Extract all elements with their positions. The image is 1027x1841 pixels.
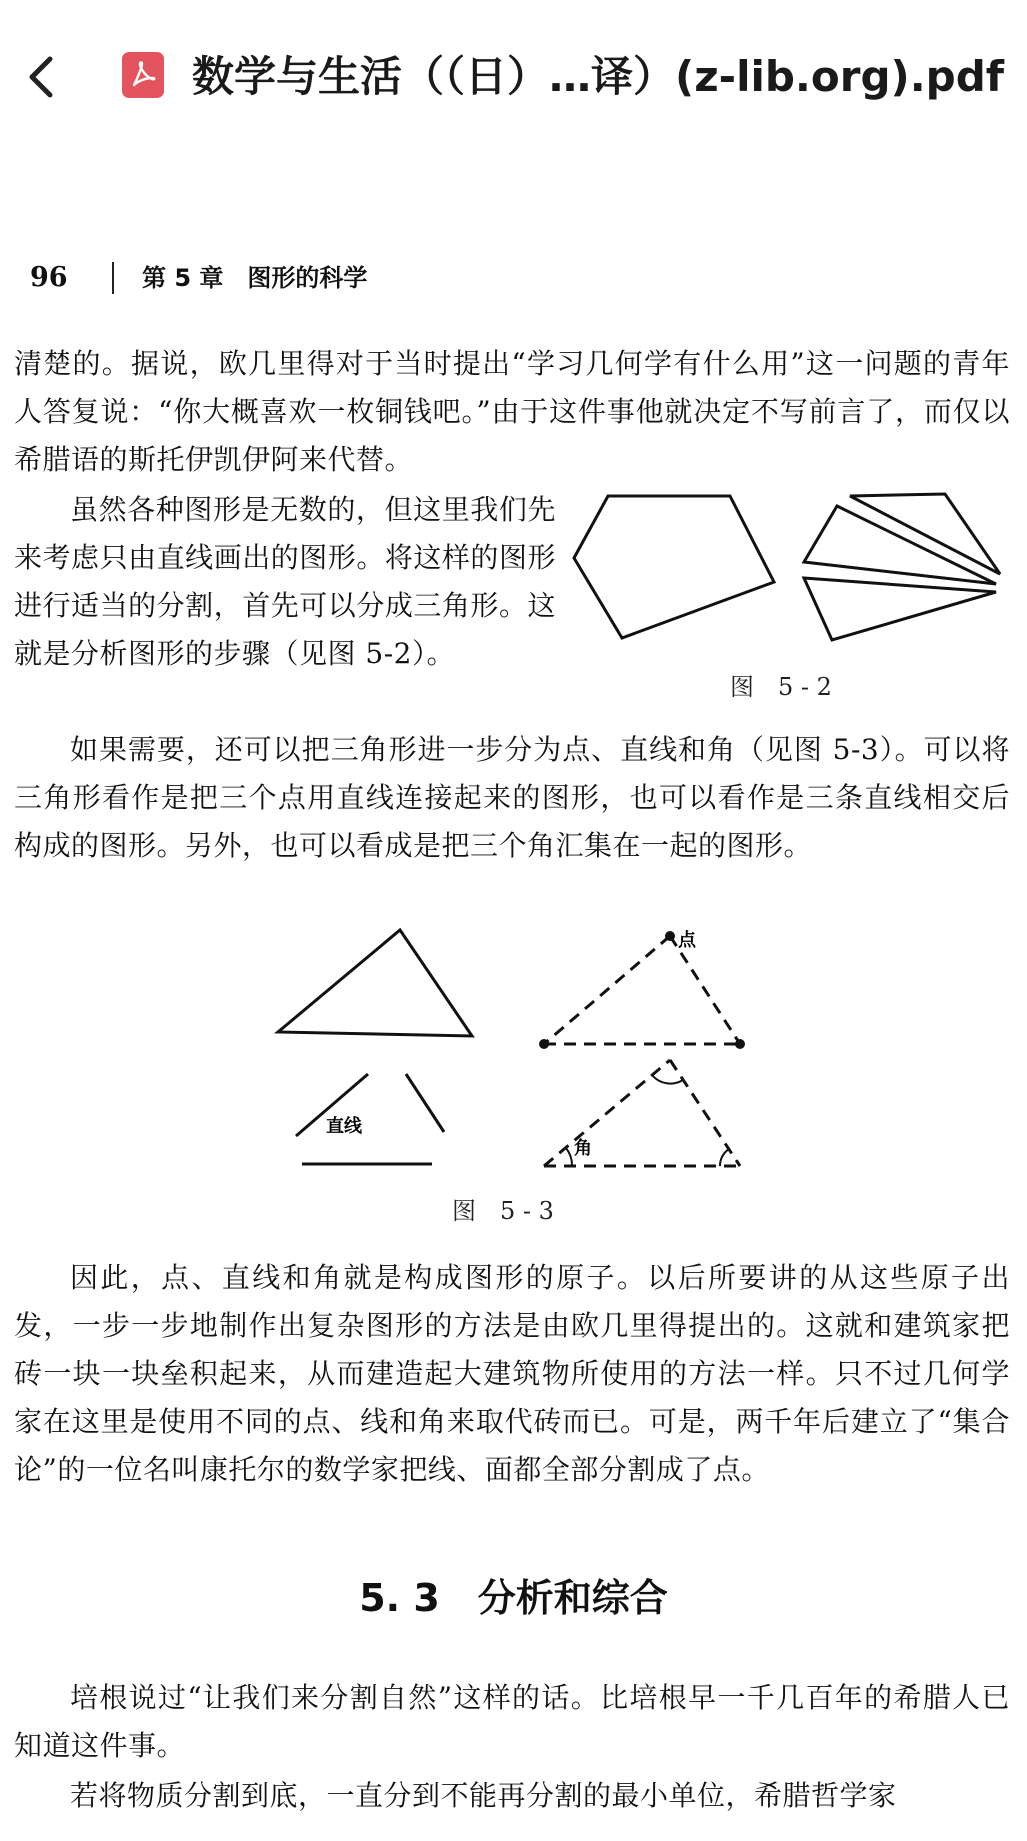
angle-arc-right bbox=[720, 1149, 729, 1166]
angle-triangle-left bbox=[544, 1060, 670, 1166]
acrobat-logo-icon bbox=[130, 61, 156, 89]
angle-label: 角 bbox=[574, 1138, 592, 1159]
figure-5-3-caption: 图 5 - 3 bbox=[452, 1197, 554, 1225]
angle-triangle-right bbox=[670, 1060, 740, 1166]
paragraph-4: 因此，点、直线和角就是构成图形的原子。以后所要讲的从这些原子出发，一步一步地制作出复杂图形的方法是由欧几里得提出的。这就和建筑家把砖一块一块垒积起来，从而建造起大建筑物所使用的方法一样。只不过几何学家在这里是使用不同的点、线和角来取代砖而已。可是，两千年后建立了“集合论”的一位名叫康托尔的数学家把线、面都全部分割成了点。 bbox=[14, 1261, 1010, 1486]
section-title: 5. 3 分析和综合 bbox=[359, 1576, 668, 1620]
figure-5-3 bbox=[272, 920, 752, 1180]
paragraph-6: 若将物质分割到底，一直分到不能再分割的最小单位，希腊哲学家 bbox=[70, 1779, 897, 1812]
header-divider bbox=[112, 262, 114, 294]
angle-arc-top bbox=[652, 1075, 683, 1084]
point-label: 点 bbox=[678, 930, 696, 951]
line-segment-right bbox=[406, 1074, 444, 1132]
paragraph-1: 清楚的。据说，欧几里得对于当时提出“学习几何学有什么用”这一问题的青年人答复说：“你大概喜欢一枚铜钱吧。”由于这件事他就决定不写前言了，而仅以希腊语的斯托伊凯伊阿来代替。 bbox=[14, 347, 1010, 476]
solid-triangle bbox=[278, 930, 472, 1036]
triangle-piece-1 bbox=[850, 494, 1000, 574]
pentagon-shape bbox=[574, 496, 774, 638]
triangle-piece-3 bbox=[804, 578, 996, 640]
vertex-point-left bbox=[539, 1039, 549, 1049]
dashed-side-left bbox=[544, 936, 670, 1044]
figure-5-2 bbox=[572, 488, 1012, 658]
viewer-top-bar bbox=[0, 0, 1027, 150]
document-title: 数学与生活（（日）…译）(z-lib.org).pdf bbox=[192, 52, 1005, 101]
line-label: 直线 bbox=[326, 1116, 362, 1137]
triangle-piece-2 bbox=[804, 506, 996, 584]
angle-arc-left bbox=[566, 1148, 572, 1166]
dashed-side-right bbox=[670, 936, 740, 1044]
vertex-point-top bbox=[665, 931, 675, 941]
pdf-file-icon bbox=[122, 52, 164, 98]
vertex-point-right bbox=[735, 1039, 745, 1049]
paragraph-2: 虽然各种图形是无数的，但这里我们先来考虑只由直线画出的图形。将这样的图形进行适当的分割，首先可以分成三角形。这就是分析图形的步骤（见图 5-2）。 bbox=[14, 493, 556, 670]
chapter-heading: 第 5 章 图形的科学 bbox=[142, 264, 368, 292]
back-button[interactable] bbox=[14, 40, 74, 110]
page-number: 96 bbox=[30, 262, 68, 293]
chevron-left-icon bbox=[24, 55, 58, 99]
paragraph-3: 如果需要，还可以把三角形进一步分为点、直线和角（见图 5-3）。可以将三角形看作是把三个点用直线连接起来的图形，也可以看作是三条直线相交后构成的图形。另外，也可以看成是把三个角汇集在一起的图形。 bbox=[14, 733, 1010, 862]
paragraph-5: 培根说过“让我们来分割自然”这样的话。比培根早一千几百年的希腊人已知道这件事。 bbox=[14, 1681, 1010, 1762]
figure-5-2-caption: 图 5 - 2 bbox=[730, 673, 832, 701]
